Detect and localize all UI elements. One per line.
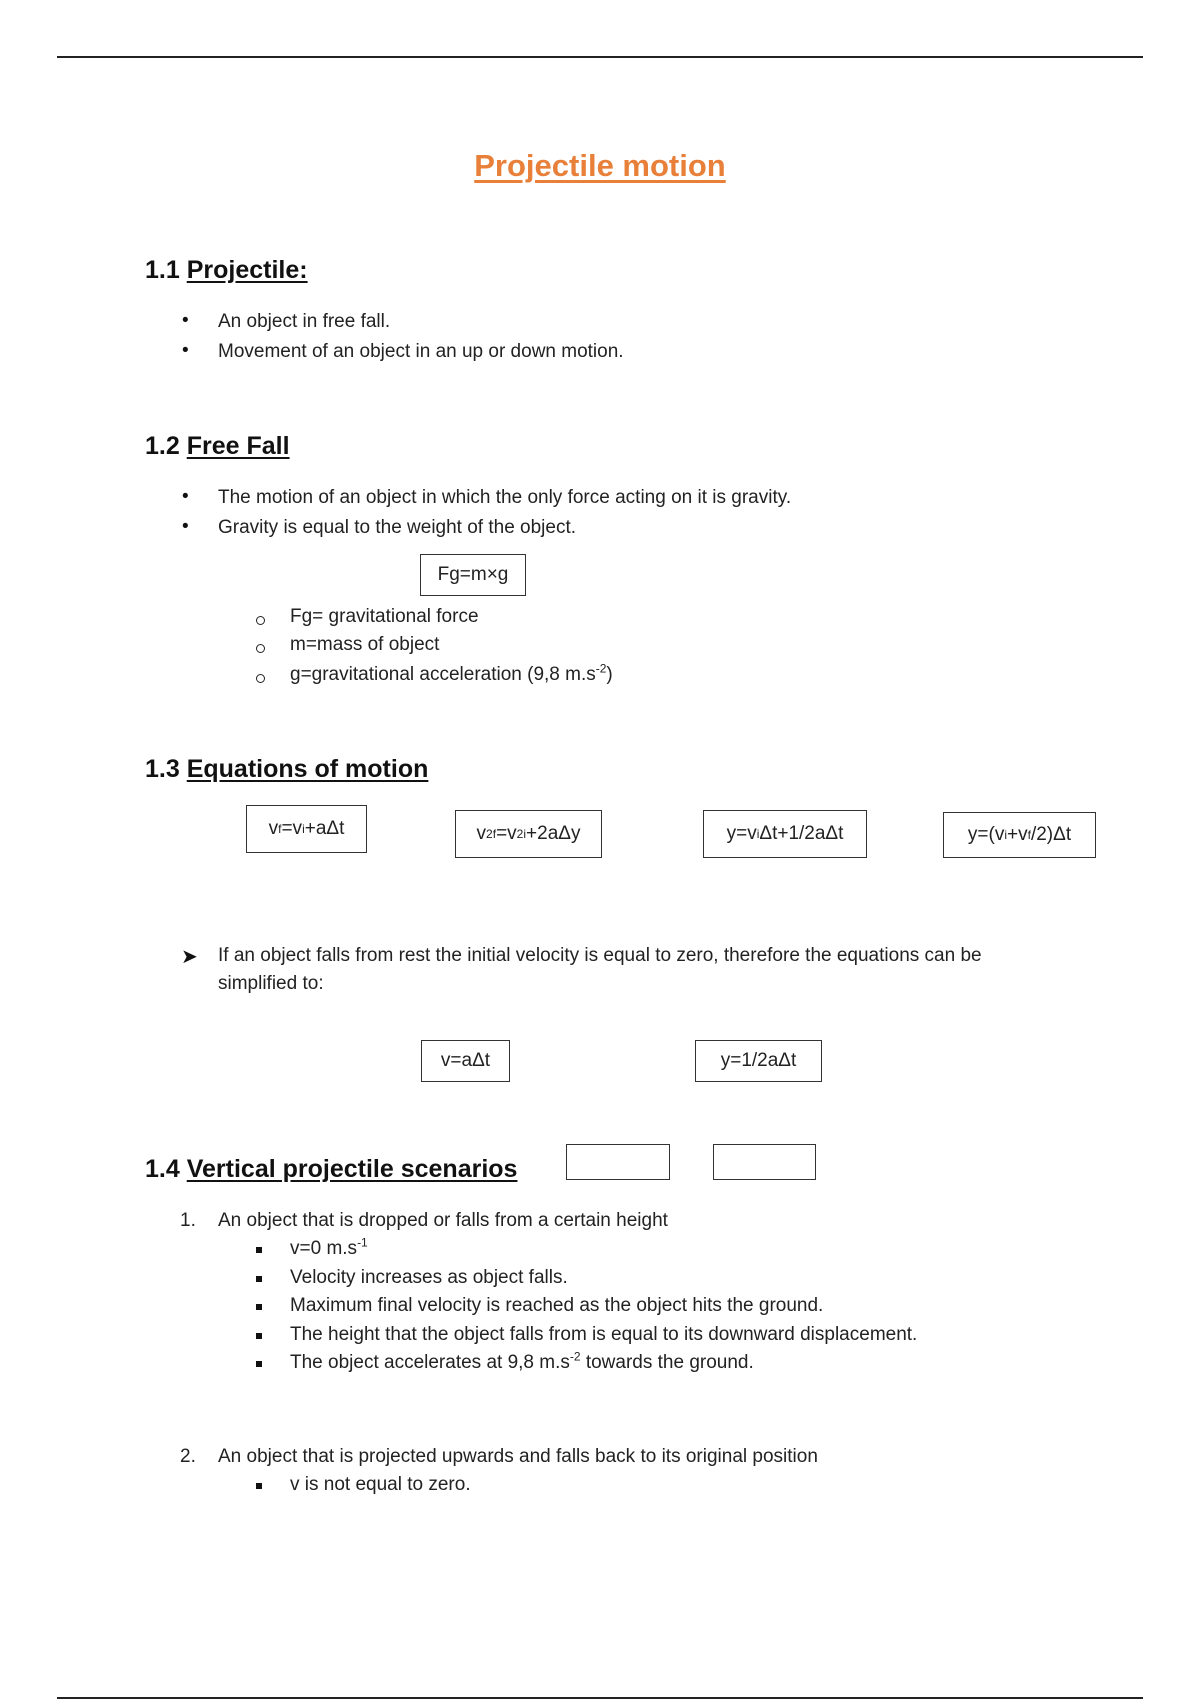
header-rule: [57, 56, 1143, 58]
simplified-equation-box-1: v=aΔt: [421, 1040, 510, 1082]
square-bullet-text: The object accelerates at 9,8 $m.s^{-2}$ towards the ground.: [290, 1349, 754, 1373]
equation-box-3: y=v i Δt+1/2aΔt: [703, 810, 867, 858]
square-bullet-text: v is not equal to zero.: [290, 1474, 471, 1495]
empty-box-1: [566, 1144, 670, 1180]
section-heading-equations: 1.3 Equations of motion: [145, 755, 429, 783]
sub-bullet-circle: [256, 616, 265, 625]
equation-box-4: y=(v i +v f /2)Δt: [943, 812, 1096, 858]
square-bullet: [256, 1247, 262, 1253]
page-title: Projectile motion: [474, 148, 726, 183]
bullet-text: Movement of an object in an up or down motion.: [218, 341, 624, 362]
square-bullet: [256, 1304, 262, 1310]
bullet-dot: •: [182, 486, 189, 507]
square-bullet-text: Velocity increases as object falls.: [290, 1267, 568, 1288]
square-bullet: [256, 1483, 262, 1489]
section-heading-projectile: 1.1 Projectile:: [145, 256, 308, 284]
equation-box-1: v f =v i +aΔt: [246, 805, 367, 853]
sub-bullet-circle: [256, 674, 265, 683]
note-text-cont: simplified to:: [218, 973, 324, 994]
bullet-text: The motion of an object in which the only force acting on it is gravity.: [218, 487, 792, 508]
sub-bullet-circle: [256, 644, 265, 653]
list-item-text: An object that is projected upwards and falls back to its original position: [218, 1446, 818, 1467]
list-number: 1.: [180, 1210, 196, 1231]
square-bullet-text: Maximum final velocity is reached as the object hits the ground.: [290, 1295, 824, 1316]
note-text: If an object falls from rest the initial velocity is equal to zero, therefore the equations can be: [218, 945, 982, 966]
bullet-dot: •: [182, 310, 189, 331]
arrow-bullet-icon: ➤: [181, 946, 198, 968]
square-bullet: [256, 1361, 262, 1367]
bullet-text: Gravity is equal to the weight of the object.: [218, 517, 577, 538]
section-heading-vertical-scenarios: 1.4 Vertical projectile scenarios: [145, 1155, 518, 1183]
bullet-dot: •: [182, 340, 189, 361]
footer-rule: [57, 1697, 1143, 1699]
sub-bullet-text-g: g=gravitational acceleration (9,8 $m.s^{-2}$): [290, 661, 613, 685]
list-item-text: An object that is dropped or falls from a certain height: [218, 1210, 668, 1231]
simplified-equation-box-2: y=1/2aΔt: [695, 1040, 822, 1082]
sub-bullet-text: Fg= gravitational force: [290, 606, 479, 627]
list-number: 2.: [180, 1446, 196, 1467]
formula-box-gravity: Fg=m×g: [420, 554, 526, 596]
square-bullet: [256, 1333, 262, 1339]
empty-box-2: [713, 1144, 816, 1180]
square-bullet: [256, 1276, 262, 1282]
square-bullet-text: The height that the object falls from is equal to its downward displacement.: [290, 1324, 918, 1345]
square-bullet-text: v=0 $m.s^{-1}$: [290, 1235, 368, 1259]
bullet-dot: •: [182, 516, 189, 537]
bullet-text: An object in free fall.: [218, 311, 391, 332]
section-heading-free-fall: 1.2 Free Fall: [145, 432, 290, 460]
sub-bullet-text: m=mass of object: [290, 634, 440, 655]
equation-box-2: v 2 f =v 2 i +2aΔy: [455, 810, 602, 858]
